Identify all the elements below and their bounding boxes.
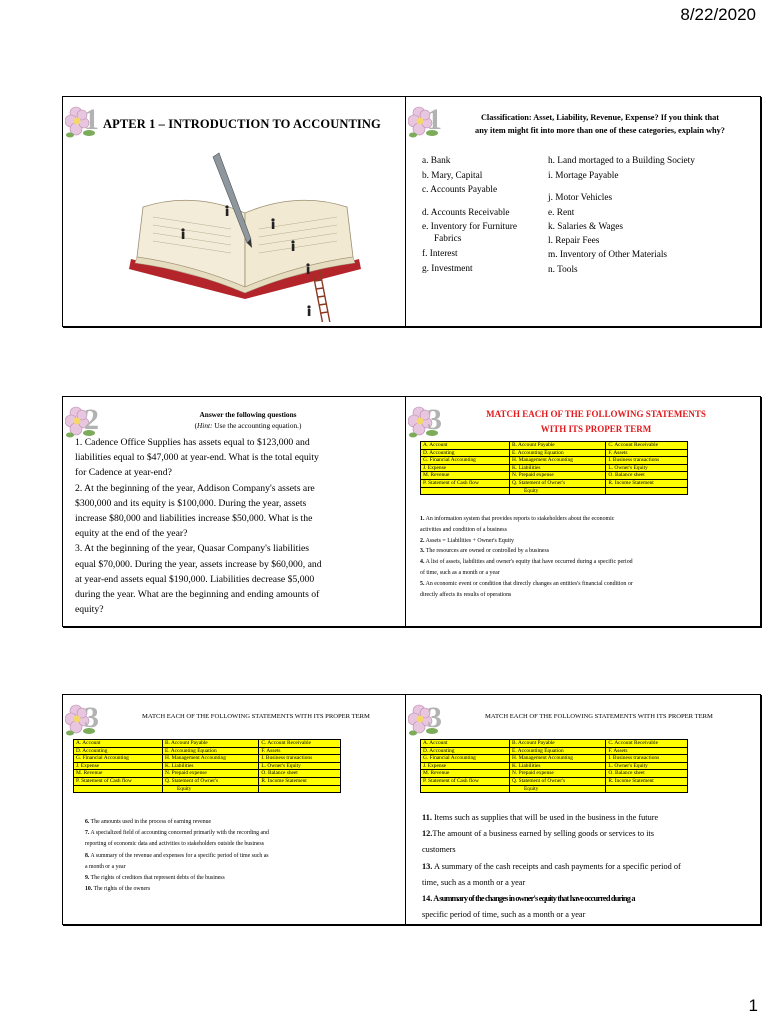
- statement-list: [85, 817, 405, 895]
- table-cell: Equity: [510, 785, 606, 793]
- list-item: customers: [422, 845, 456, 855]
- table-cell: D. Accounting: [421, 449, 510, 457]
- table-row: [74, 755, 341, 763]
- table-cell: J. Expense: [421, 762, 510, 770]
- table-cell: E. Accounting Equation: [510, 747, 606, 755]
- list-item: 12.The amount of a business earned by selling goods or services to its: [422, 829, 655, 839]
- table-cell: G. Financial Accounting: [421, 457, 510, 465]
- table-cell: N. Prepaid expense: [510, 770, 606, 778]
- list-item: c. Accounts Payable: [422, 185, 498, 195]
- slide-heading: MATCH EACH OF THE FOLLOWING STATEMENTS WITH ITS PROPER TERM: [142, 713, 370, 720]
- table-cell: D. Accounting: [421, 747, 510, 755]
- flower-number-badge-icon: [408, 399, 448, 441]
- list-item: of time, such as a month or a year: [420, 569, 500, 576]
- flower-number-badge-icon: [65, 697, 105, 739]
- table-cell: N. Prepaid expense: [163, 770, 259, 778]
- list-item: 3. The resources are owned or controlled by a business: [420, 548, 550, 555]
- table-cell: J. Expense: [74, 762, 163, 770]
- table-cell: F. Assets: [259, 747, 341, 755]
- table-cell: O. Balance sheet: [259, 770, 341, 778]
- table-cell: [74, 785, 163, 793]
- table-cell: K. Liabilities: [510, 464, 606, 472]
- table-cell: H. Management Accounting: [163, 755, 259, 763]
- table-cell: H. Management Accounting: [510, 457, 606, 465]
- slide-heading: Answer the following questions (Hint: Use the accounting equation.): [194, 410, 302, 430]
- table-row: [421, 457, 688, 465]
- slide-2-classification: [405, 96, 761, 327]
- list-item: k. Salaries & Wages: [548, 222, 623, 232]
- table-row: [421, 449, 688, 457]
- page-number: 1: [748, 996, 758, 1015]
- list-item: b. Mary, Capital: [422, 171, 483, 181]
- list-item: 14. A summary of the changes in owner's equity that have occurred during a: [422, 894, 635, 904]
- table-cell: C. Account Receivable: [606, 442, 688, 450]
- table-cell: A. Account: [421, 740, 510, 748]
- list-item: 2. Assets = Liabilities + Owner's Equity: [420, 537, 514, 544]
- list-item: 13. A summary of the cash receipts and cash payments for a specific period of: [422, 861, 681, 871]
- table-cell: R. Income Statement: [606, 479, 688, 487]
- slide-6-match-terms: [405, 694, 761, 925]
- table-row: [421, 740, 688, 748]
- svg-text:3: 3: [427, 403, 442, 436]
- table-row: [74, 777, 341, 785]
- list-item: activities and condition of a business: [420, 526, 507, 533]
- table-row: [421, 762, 688, 770]
- right-item-list: [548, 155, 760, 325]
- terms-table: [420, 441, 688, 495]
- list-item: m. Inventory of Other Materials: [548, 250, 668, 260]
- slide-1-title: [62, 96, 418, 327]
- table-cell: B. Account Payable: [510, 740, 606, 748]
- terms-table: [420, 739, 688, 793]
- statement-list: [420, 514, 750, 600]
- table-cell: G. Financial Accounting: [421, 755, 510, 763]
- list-item: n. Tools: [548, 265, 578, 275]
- table-cell: Q. Statement of Owner's: [163, 777, 259, 785]
- table-cell: A. Account: [421, 442, 510, 450]
- table-cell: F. Assets: [606, 449, 688, 457]
- table-row: [421, 479, 688, 487]
- table-cell: D. Accounting: [74, 747, 163, 755]
- list-item: time, such as a month or a year: [422, 877, 526, 887]
- list-item: a month or a year: [85, 863, 126, 870]
- slide-4-match-terms: [405, 396, 761, 627]
- table-cell: C. Account Receivable: [259, 740, 341, 748]
- list-item: e. Rent: [548, 208, 575, 218]
- table-row: [421, 472, 688, 480]
- list-item: g. Investment: [422, 264, 473, 274]
- table-cell: [606, 785, 688, 793]
- list-item: 9. The rights of creditors that represent debts of the business: [85, 875, 225, 882]
- list-item: reporting of economic data and activities to stakeholders outside the business: [85, 841, 265, 848]
- table-cell: I. Business transactions: [606, 457, 688, 465]
- terms-table: [73, 739, 341, 793]
- list-item: Fabrics: [434, 234, 462, 244]
- table-cell: Q. Statement of Owner's: [510, 479, 606, 487]
- list-item: l. Repair Fees: [548, 236, 600, 246]
- list-item: 7. A specialized field of accounting concerned primarily with the recording and: [85, 830, 269, 837]
- table-row: [421, 464, 688, 472]
- table-cell: R. Income Statement: [259, 777, 341, 785]
- table-cell: [421, 785, 510, 793]
- table-row: [421, 487, 688, 495]
- svg-text:2: 2: [84, 403, 99, 436]
- slide-heading: Classification: Asset, Liability, Revenue, Expense? If you think that any item might fit into more than one of these categories, explain why?: [475, 113, 725, 135]
- table-row: [421, 770, 688, 778]
- table-cell: B. Account Payable: [163, 740, 259, 748]
- print-date: 8/22/2020: [680, 5, 756, 24]
- slide-title: APTER 1 – INTRODUCTION TO ACCOUNTING: [103, 117, 381, 131]
- table-cell: O. Balance sheet: [606, 472, 688, 480]
- slide-5-match-terms: [62, 694, 418, 925]
- table-row: [421, 442, 688, 450]
- table-row: [421, 777, 688, 785]
- table-cell: H. Management Accounting: [510, 755, 606, 763]
- question-text: 1. Cadence Office Supplies has assets equal to $123,000 and liabilities equal to $47,000 at year-end. What is the total equity for Cadence at year-end? 2. At the beginning of the year, Addison Company's assets are $300,000 and its equity is $100,000. During the year, assets increase $80,000 and liabilities increase $50,000. What is the equity at the end of the year? 3. At the beginning of the year, Quasar Company's liabilities equal $70,000. During the year, assets increase by $60,000, and at year-end assets equal $190,000. Liabilities decrease $5,000 during the year. What are the beginning and ending amounts of equity?: [75, 437, 322, 616]
- list-item: 11. Items such as supplies that will be used in the business in the future: [422, 813, 659, 822]
- table-cell: Equity: [510, 487, 606, 495]
- svg-text:1: 1: [84, 103, 99, 136]
- list-item: 10. The rights of the owners: [85, 886, 151, 893]
- table-cell: R. Income Statement: [606, 777, 688, 785]
- statement-list: [422, 810, 752, 923]
- table-cell: M. Revenue: [74, 770, 163, 778]
- table-row: [74, 747, 341, 755]
- list-item: a. Bank: [422, 156, 451, 166]
- table-cell: P. Statement of Cash flow: [421, 777, 510, 785]
- table-cell: L. Owner's Equity: [606, 762, 688, 770]
- svg-text:1: 1: [427, 103, 442, 136]
- flower-number-badge-icon: [408, 99, 448, 141]
- table-row: [74, 762, 341, 770]
- table-cell: K. Liabilities: [163, 762, 259, 770]
- table-cell: P. Statement of Cash flow: [74, 777, 163, 785]
- slide-heading: MATCH EACH OF THE FOLLOWING STATEMENTS WITH ITS PROPER TERM: [485, 713, 713, 720]
- table-row: [421, 785, 688, 793]
- table-cell: O. Balance sheet: [606, 770, 688, 778]
- table-cell: [259, 785, 341, 793]
- list-item: 4. A list of assets, liabilities and owner's equity that have occurred during a specific period: [420, 559, 633, 566]
- list-item: i. Mortage Payable: [548, 171, 619, 181]
- left-item-list: [422, 155, 562, 325]
- table-cell: E. Accounting Equation: [163, 747, 259, 755]
- list-item: 8. A summary of the revenue and expenses for a specific period of time such as: [85, 852, 269, 859]
- flower-number-badge-icon: [65, 99, 105, 141]
- table-cell: P. Statement of Cash flow: [421, 479, 510, 487]
- table-cell: Equity: [163, 785, 259, 793]
- list-item: directly affects its results of operations: [420, 591, 512, 598]
- table-cell: K. Liabilities: [510, 762, 606, 770]
- table-cell: F. Assets: [606, 747, 688, 755]
- list-item: 1. An information system that provides reports to stakeholders about the economic: [420, 516, 615, 522]
- table-cell: [421, 487, 510, 495]
- list-item: e. Inventory for Furniture: [422, 222, 518, 232]
- table-cell: J. Expense: [421, 464, 510, 472]
- list-item: j. Motor Vehicles: [548, 193, 613, 203]
- table-row: [74, 770, 341, 778]
- table-cell: C. Account Receivable: [606, 740, 688, 748]
- table-cell: M. Revenue: [421, 770, 510, 778]
- table-row: [421, 747, 688, 755]
- table-cell: L. Owner's Equity: [259, 762, 341, 770]
- list-item: 5. An economic event or condition that directly changes an entities's financial condition or: [420, 580, 633, 587]
- svg-text:3: 3: [84, 701, 99, 734]
- table-row: [421, 755, 688, 763]
- table-cell: E. Accounting Equation: [510, 449, 606, 457]
- table-cell: M. Revenue: [421, 472, 510, 480]
- table-cell: I. Business transactions: [606, 755, 688, 763]
- svg-text:3: 3: [427, 701, 442, 734]
- table-cell: [606, 487, 688, 495]
- flower-number-badge-icon: [408, 697, 448, 739]
- slide-heading: MATCH EACH OF THE FOLLOWING STATEMENTS WITH ITS PROPER TERM: [486, 409, 706, 434]
- table-cell: B. Account Payable: [510, 442, 606, 450]
- table-cell: Q. Statement of Owner's: [510, 777, 606, 785]
- slide-3-questions: [62, 396, 418, 627]
- table-cell: L. Owner's Equity: [606, 464, 688, 472]
- list-item: d. Accounts Receivable: [422, 208, 510, 218]
- table-row: [74, 740, 341, 748]
- open-book-illustration-icon: [123, 147, 373, 322]
- table-cell: G. Financial Accounting: [74, 755, 163, 763]
- table-cell: I. Business transactions: [259, 755, 341, 763]
- table-cell: A. Account: [74, 740, 163, 748]
- list-item: 6. The amounts used in the process of earning revenue: [85, 819, 212, 825]
- list-item: f. Interest: [422, 249, 458, 259]
- table-cell: N. Prepaid expense: [510, 472, 606, 480]
- list-item: specific period of time, such as a month or a year: [422, 910, 586, 920]
- table-row: [74, 785, 341, 793]
- list-item: h. Land mortaged to a Building Society: [548, 156, 695, 166]
